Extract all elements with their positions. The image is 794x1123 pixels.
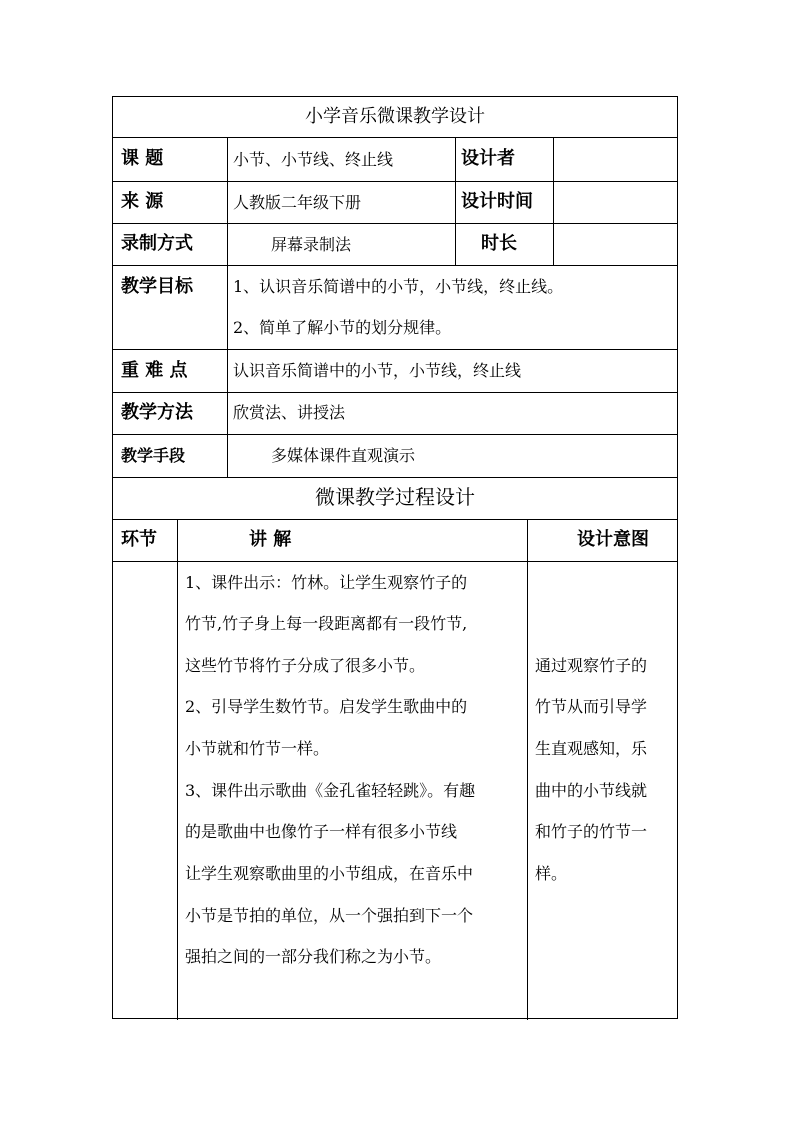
explanation-line: 小节是节拍的单位，从一个强拍到下一个: [185, 906, 474, 925]
source-value: 人教版二年级下册: [233, 193, 362, 212]
teaching-means-label: 教学手段: [121, 446, 186, 465]
design-intent-line: 和竹子的竹节一: [535, 822, 648, 841]
topic-value: 小节、小节线、终止线: [233, 150, 394, 169]
design-intent-line: 通过观察竹子的: [535, 656, 648, 675]
key-points-value: 认识音乐简谱中的小节，小节线，终止线: [233, 361, 522, 380]
explanation-line: 1、课件出示：竹林。让学生观察竹子的: [185, 573, 468, 592]
teaching-method-label: 教学方法: [121, 402, 193, 423]
design-intent-line: 样。: [535, 864, 568, 883]
row-divider: [113, 477, 677, 478]
record-method-value: 屏幕录制法: [271, 235, 352, 254]
row-divider: [113, 434, 677, 435]
row-divider: [113, 223, 677, 224]
explanation-line: 这些竹节将竹子分成了很多小节。: [185, 656, 426, 675]
row-divider: [113, 519, 677, 520]
design-intent-column-header: 设计意图: [577, 529, 649, 550]
lesson-design-table: [112, 96, 678, 1019]
explanation-line: 让学生观察歌曲里的小节组成，在音乐中: [185, 864, 474, 883]
row-divider: [113, 265, 677, 266]
record-method-label: 录制方式: [121, 233, 193, 254]
row-divider: [113, 181, 677, 182]
explanation-line: 竹节,竹子身上每一段距离都有一段竹节,: [185, 614, 468, 633]
col-divider: [527, 519, 528, 1020]
col-divider: [177, 519, 178, 1020]
row-divider: [113, 561, 677, 562]
design-intent-line: 生直观感知，乐: [535, 739, 648, 758]
source-label: 来 源: [121, 191, 164, 212]
explanation-line: 强拍之间的一部分我们称之为小节。: [185, 947, 442, 966]
explanation-column-header: 讲 解: [249, 529, 292, 550]
col-divider: [455, 137, 456, 265]
teaching-method-value: 欣赏法、讲授法: [233, 403, 346, 422]
row-divider: [113, 392, 677, 393]
topic-label: 课 题: [121, 148, 164, 169]
teaching-means-value: 多媒体课件直观演示: [271, 446, 416, 465]
row-divider: [113, 349, 677, 350]
col-divider: [553, 137, 554, 265]
explanation-line: 的是歌曲中也像竹子一样有很多小节线: [185, 822, 458, 841]
design-intent-line: 竹节从而引导学: [535, 697, 648, 716]
teaching-goal-label: 教学目标: [121, 276, 193, 297]
designer-label: 设计者: [461, 148, 515, 169]
teaching-goal-line: 2、简单了解小节的划分规律。: [233, 318, 452, 337]
row-divider: [113, 137, 677, 138]
col-divider: [227, 137, 228, 477]
explanation-line: 2、引导学生数竹节。启发学生歌曲中的: [185, 697, 468, 716]
table-title: 小学音乐微课教学设计: [305, 106, 485, 127]
design-time-label: 设计时间: [461, 191, 533, 212]
teaching-goal-line: 1、认识音乐简谱中的小节，小节线，终止线。: [233, 277, 564, 296]
explanation-line: 3、课件出示歌曲《金孔雀轻轻跳》。有趣: [185, 781, 476, 800]
process-section-title: 微课教学过程设计: [315, 485, 475, 509]
stage-column-header: 环节: [121, 529, 157, 550]
design-intent-line: 曲中的小节线就: [535, 781, 648, 800]
explanation-line: 小节就和竹节一样。: [185, 739, 330, 758]
key-points-label: 重 难 点: [121, 360, 188, 381]
duration-label: 时长: [481, 233, 517, 254]
